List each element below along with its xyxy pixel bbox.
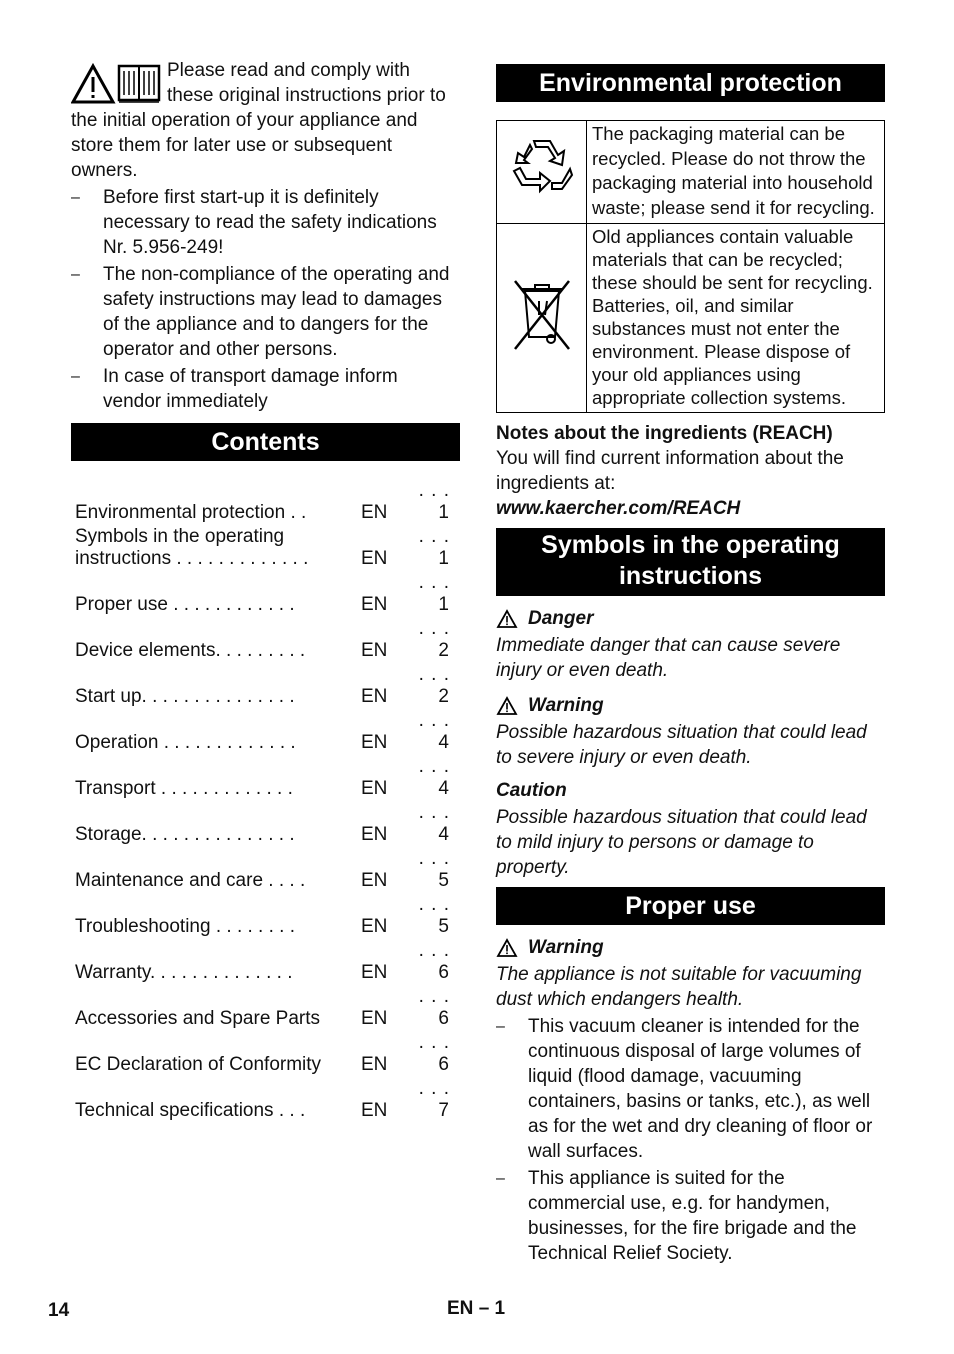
toc-title: Troubleshooting . . . . . . . .	[75, 916, 296, 937]
warning-triangle-icon	[496, 938, 518, 958]
toc-lang: EN	[361, 686, 388, 707]
toc-lang: EN	[361, 870, 388, 891]
table-row	[497, 121, 885, 224]
table-row[interactable]	[71, 755, 460, 801]
toc-title: Device elements. . . . . . . . .	[75, 640, 306, 661]
footer-section-marker	[447, 1296, 505, 1321]
list-item: – Before first start-up it is definitely necessary to read the safety indications Nr. 5.956-249!	[71, 185, 460, 260]
table-row[interactable]	[71, 663, 460, 709]
recycling-text: The packaging material can be recycled. Please do not throw the packaging material into household waste; please send it for recycling.	[587, 121, 885, 224]
left-column	[71, 58, 460, 1123]
toc-lang: EN	[361, 502, 388, 523]
toc-lang: EN	[361, 594, 388, 615]
contents-table	[71, 479, 460, 1123]
toc-lang: EN	[361, 824, 388, 845]
caution-label: Caution	[496, 780, 567, 801]
toc-title: Maintenance and care . . . .	[75, 870, 306, 891]
reach-heading: Notes about the ingredients (REACH)	[496, 423, 833, 444]
contents-heading: Contents	[71, 423, 460, 461]
list-item: – The non-compliance of the operating and safety instructions may lead to damages of the appliance and to dangers for the operator and other persons.	[71, 262, 460, 362]
environment-heading: Environmental protection	[496, 64, 885, 102]
toc-lang: EN	[361, 1054, 388, 1075]
table-row[interactable]	[71, 1031, 460, 1077]
warning-text: Possible hazardous situation that could lead to severe injury or even death.	[496, 722, 867, 768]
list-item: – In case of transport damage inform vendor immediately	[71, 364, 460, 414]
toc-title: Proper use . . . . . . . . . . . .	[75, 594, 295, 615]
toc-page: . . . 5	[418, 894, 450, 937]
toc-lang: EN	[361, 640, 388, 661]
intro-bullets	[71, 185, 460, 414]
reach-link[interactable]: www.kaercher.com/REACH	[496, 498, 741, 519]
toc-page: . . . 6	[418, 1032, 450, 1075]
right-column	[496, 64, 885, 1266]
environment-table	[496, 120, 885, 413]
danger-text: Immediate danger that can cause severe injury or even death.	[496, 635, 841, 681]
toc-page: . . . 4	[418, 710, 450, 753]
danger-signal	[496, 606, 885, 631]
toc-lang: EN	[361, 1008, 388, 1029]
toc-page: . . . 2	[418, 664, 450, 707]
icon-cell	[497, 121, 587, 224]
toc-page: . . . 6	[418, 940, 450, 983]
crossed-bin-icon	[509, 275, 575, 355]
footer-separator: –	[478, 1298, 490, 1319]
list-item: – This appliance is suited for the commercial use, e.g. for handymen, businesses, for the fire brigade and the Technical Relief Society.	[496, 1166, 885, 1266]
toc-page: . . . 4	[418, 756, 450, 799]
table-row[interactable]	[71, 985, 460, 1031]
intro-block	[71, 58, 460, 183]
toc-title: EC Declaration of Conformity	[75, 1054, 322, 1075]
toc-title: Technical specifications . . .	[75, 1100, 306, 1121]
toc-page: . . . 1	[418, 526, 450, 569]
warning-label: Warning	[528, 695, 604, 716]
proper-use-bullets	[496, 1014, 885, 1266]
toc-page: . . . 2	[418, 618, 450, 661]
table-row[interactable]	[71, 617, 460, 663]
table-row[interactable]	[71, 847, 460, 893]
table-row[interactable]	[71, 801, 460, 847]
proper-use-warning-label: Warning	[528, 937, 604, 958]
table-row[interactable]	[71, 571, 460, 617]
toc-title: Environmental protection . .	[75, 502, 307, 523]
symbols-heading: Symbols in the operating instructions	[496, 528, 885, 596]
toc-title: Warranty. . . . . . . . . . . . . .	[75, 962, 293, 983]
list-item: – This vacuum cleaner is intended for the continuous disposal of large volumes of liquid (flood damage, vacuuming containers, basins or tanks, etc.), as well as for the wet and dry cleaning of floor or wall surfaces.	[496, 1014, 885, 1164]
warning-triangle-icon	[496, 696, 518, 716]
recycling-icon	[504, 131, 580, 207]
toc-lang: EN	[361, 548, 388, 569]
table-row[interactable]	[71, 709, 460, 755]
caution-text: Possible hazardous situation that could lead to mild injury to persons or damage to property.	[496, 807, 867, 878]
toc-lang: EN	[361, 778, 388, 799]
toc-title: Operation . . . . . . . . . . . . .	[75, 732, 296, 753]
toc-title: Symbols in the operating instructions . . . . . . . . . . . . .	[75, 526, 309, 569]
table-row[interactable]	[71, 893, 460, 939]
intro-text: Please read and comply with these original instructions prior to the initial operation of your appliance and store them for later use or subsequent owners.	[71, 60, 446, 181]
table-row[interactable]	[71, 479, 460, 525]
toc-lang: EN	[361, 1100, 388, 1121]
footer-section-page: 1	[494, 1298, 506, 1319]
toc-lang: EN	[361, 916, 388, 937]
reach-text: You will find current information about the ingredients at:	[496, 448, 844, 494]
toc-page: . . . 6	[418, 986, 450, 1029]
proper-use-warning-text: The appliance is not suitable for vacuuming dust which endangers health.	[496, 964, 862, 1010]
toc-page: . . . 4	[418, 802, 450, 845]
manual-book-icon	[117, 64, 161, 104]
warning-signal	[496, 693, 885, 718]
toc-page: . . . 1	[418, 572, 450, 615]
toc-title: Accessories and Spare Parts	[75, 1008, 321, 1029]
danger-label: Danger	[528, 608, 594, 629]
toc-page: . . . 7	[418, 1078, 450, 1121]
proper-use-warning-signal	[496, 935, 885, 960]
warning-triangle-icon	[496, 609, 518, 629]
toc-title: Start up. . . . . . . . . . . . . . .	[75, 686, 295, 707]
table-row[interactable]	[71, 1077, 460, 1123]
table-row[interactable]	[71, 939, 460, 985]
table-row[interactable]	[71, 525, 460, 571]
page-number: 14	[48, 1300, 70, 1321]
icon-cell	[497, 224, 587, 413]
toc-page: . . . 1	[418, 480, 450, 523]
toc-page: . . . 5	[418, 848, 450, 891]
toc-lang: EN	[361, 962, 388, 983]
proper-use-heading: Proper use	[496, 887, 885, 925]
footer-label: EN	[447, 1298, 474, 1319]
toc-lang: EN	[361, 732, 388, 753]
old-appliances-text: Old appliances contain valuable materials that can be recycled; these should be sent for recycling. Batteries, oil, and similar substances must not enter the environment. Please dispose of your old appliances using appropriate collection systems.	[587, 224, 885, 413]
table-row	[497, 224, 885, 413]
toc-title: Transport . . . . . . . . . . . . .	[75, 778, 293, 799]
toc-title: Storage. . . . . . . . . . . . . . .	[75, 824, 295, 845]
intro-icons	[71, 62, 163, 108]
